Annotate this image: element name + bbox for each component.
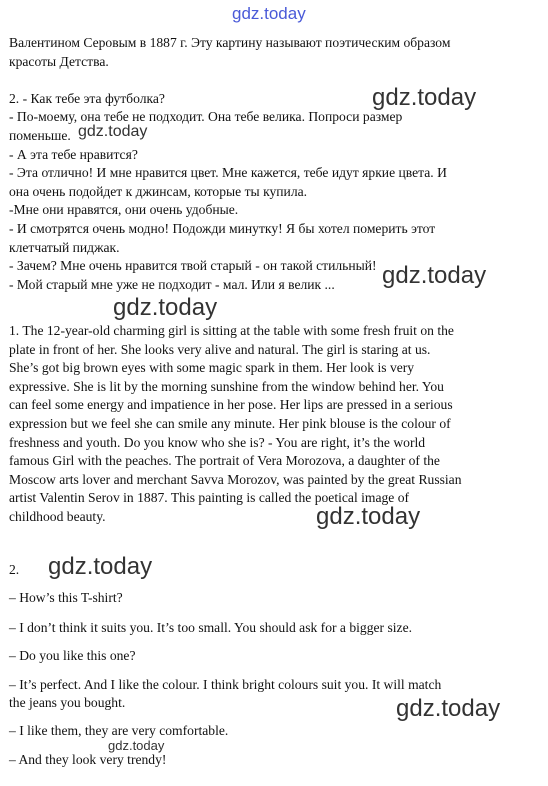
dialogue-line-4b: the jeans you bought. <box>9 695 126 710</box>
watermark: gdz.today <box>48 553 153 580</box>
russian-text-line: поменьше. <box>9 127 71 143</box>
english-text-line: freshness and youth. Do you know who she is? - You are right, it’s the world <box>9 434 426 450</box>
russian-text-line: клетчатый пиджак. <box>9 239 120 255</box>
watermark-top: gdz.today <box>232 4 306 23</box>
english-text-line: plate in front of her. She looks very alive and natural. The girl is staring at us. <box>9 341 431 357</box>
english-text-line: Moscow arts lover and merchant Savva Morozov, was painted by the great Russian <box>9 471 462 487</box>
english-text-line: 1. The 12-year-old charming girl is sitting at the table with some fresh fruit on the <box>9 323 454 338</box>
russian-text-line: - А эта тебе нравится? <box>9 146 138 162</box>
russian-text-line: - По-моему, она тебе не подходит. Она тебе велика. Попроси размер <box>9 109 403 125</box>
watermark: gdz.today <box>108 738 165 753</box>
russian-text-line: красоты Детства. <box>9 53 109 69</box>
dialogue-line-5: – I like them, they are very comfortable. <box>9 723 229 738</box>
dialogue-line-3: – Do you like this one? <box>9 648 136 663</box>
english-text-line: childhood beauty. <box>9 508 106 524</box>
english-text-line: artist Valentin Serov in 1887. This painting is called the poetical image of <box>9 490 410 506</box>
dialogue-line-1: – How’s this T-shirt? <box>9 590 123 605</box>
russian-text-line: - Зачем? Мне очень нравится твой старый - он такой стильный! <box>9 258 377 274</box>
russian-text-line: -Мне они нравятся, они очень удобные. <box>9 202 239 218</box>
watermark: gdz.today <box>396 695 501 722</box>
russian-text-line: 2. - Как тебе эта футболка? <box>9 90 165 106</box>
russian-text-block <box>9 34 539 294</box>
russian-text-line: - Эта отлично! И мне нравится цвет. Мне кажется, тебе идут яркие цвета. И <box>9 165 447 181</box>
dialogue-line-6: – And they look very trendy! <box>9 752 167 767</box>
english-text-line: can feel some energy and impatience in her pose. Her lips are pressed in a serious <box>9 397 453 413</box>
english-text-line: She’s got big brown eyes with some magic spark in them. Her look is very <box>9 360 415 376</box>
watermark: gdz.today <box>372 84 477 111</box>
dialogue-line-4a: – It’s perfect. And I like the colour. I think bright colours suit you. It will match <box>9 677 442 692</box>
english-text-block <box>9 322 539 530</box>
watermark: gdz.today <box>78 123 148 140</box>
english-text-line: famous Girl with the peaches. The portrait of Vera Morozova, a daughter of the <box>9 453 440 469</box>
dialogue-number: 2. <box>9 562 20 577</box>
russian-text-line: она очень подойдет к джинсам, которые ты купила. <box>9 183 308 199</box>
english-text-line: expressive. She is lit by the morning sunshine from the window behind her. You <box>9 378 444 394</box>
russian-text-line: Валентином Серовым в 1887 г. Эту картину называют поэтическим образом <box>9 35 451 50</box>
russian-text-line: - И смотрятся очень модно! Подожди минутку! Я бы хотел померить этот <box>9 220 436 236</box>
watermark: gdz.today <box>316 503 421 530</box>
watermark: gdz.today <box>113 294 218 321</box>
watermark: gdz.today <box>382 262 487 289</box>
russian-text-line: - Мой старый мне уже не подходит - мал. Или я велик ... <box>9 276 335 292</box>
english-text-line: expression but we feel she can smile any minute. Her pink blouse is the colour of <box>9 415 451 431</box>
dialogue-line-2: – I don’t think it suits you. It’s too small. You should ask for a bigger size. <box>9 620 413 635</box>
